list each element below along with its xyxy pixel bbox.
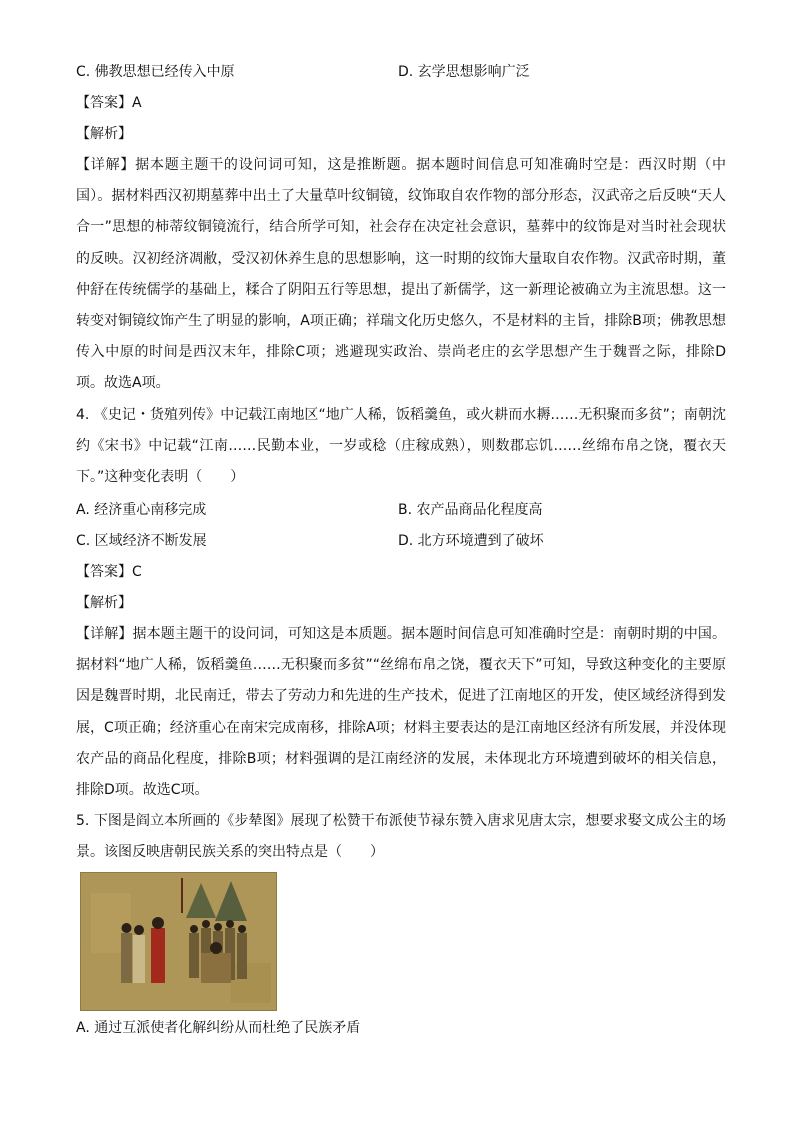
- painting-illustration: [81, 873, 276, 1010]
- buniantu-painting-image: [80, 872, 277, 1011]
- q4-option-c: C. 区域经济不断发展: [76, 533, 207, 549]
- q4-option-d: D. 北方环境遭到了破坏: [398, 533, 544, 549]
- q4-detail-paragraph: 【详解】据本题主题干的设问词，可知这是本质题。据本题时间信息可知准确时空是：南朝时期的中国。据材料“地广人稀，饭稻羹鱼……无积聚而多贫”“丝绵布帛之饶，覆衣天下”可知，导致这种变化的主要原因是魏晋时期，北民南迁，带去了劳动力和先进的生产技术，促进了江南地区的开发，使区域经济得到发展，C项正确；经济重心在南宋完成南移，排除A项；材料主要表达的是江南地区经济有所发展，并没体现农产品的商品化程度，排除B项；材料强调的是江南经济的发展，未体现北方环境遭到破坏的相关信息，排除D项。故选C项。: [76, 626, 726, 799]
- q3-analysis-label: 【解析】: [76, 126, 132, 142]
- q5-stem: 5. 下图是阎立本所画的《步辇图》展现了松赞干布派使节禄东赞入唐求见唐太宗，想要求娶文成公主的场景。该图反映唐朝民族关系的突出特点是（ ）: [76, 813, 726, 861]
- q4-stem: 4. 《史记・货殖列传》中记载江南地区“地广人稀，饭稻羹鱼，或火耕而水耨……无积聚而多贫”；南朝沈约《宋书》中记载“江南……民勤本业，一岁或稔（庄稼成熟），则数郡忘饥……丝绵布帛之饶，覆衣天下。”这种变化表明（ ）: [76, 407, 726, 486]
- q4-option-a: A. 经济重心南移完成: [76, 502, 207, 518]
- q5-option-a: A. 通过互派使者化解纠纷从而杜绝了民族矛盾: [76, 1020, 361, 1036]
- q4-analysis-label: 【解析】: [76, 595, 132, 611]
- q3-detail-paragraph: 【详解】据本题主题干的设问词可知，这是推断题。据本题时间信息可知准确时空是：西汉时期（中国）。据材料西汉初期墓葬中出土了大量草叶纹铜镜，纹饰取自农作物的部分形态，汉武帝之后反映“天人合一”思想的柿蒂纹铜镜流行，结合所学可知，社会存在决定社会意识，墓葬中的纹饰是对当时社会现状的反映。汉初经济凋敝，受汉初休养生息的思想影响，这一时期的纹饰大量取自农作物。汉武帝时期，董仲舒在传统儒学的基础上，糅合了阴阳五行等思想，提出了新儒学，这一新理论被确立为主流思想。这一转变对铜镜纹饰产生了明显的影响，A项正确；祥瑞文化历史悠久，不是材料的主旨，排除B项；佛教思想传入中原的时间是西汉末年，排除C项；逃避现实政治、崇尚老庄的玄学思想产生于魏晋之际，排除D项。故选A项。: [76, 157, 726, 392]
- q4-option-b: B. 农产品商品化程度高: [398, 502, 543, 518]
- q4-answer: 【答案】C: [76, 564, 142, 580]
- q3-option-c: C. 佛教思想已经传入中原: [76, 64, 235, 80]
- q3-answer: 【答案】A: [76, 95, 142, 111]
- q3-option-d: D. 玄学思想影响广泛: [398, 64, 530, 80]
